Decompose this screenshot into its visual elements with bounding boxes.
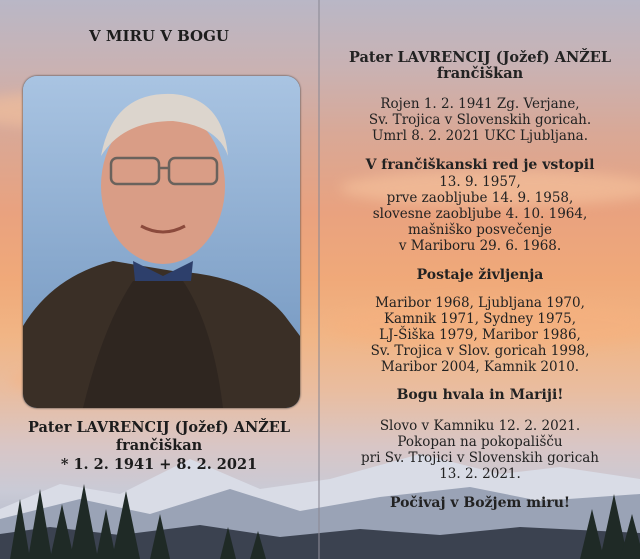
- funeral-line: pri Sv. Trojici v Slovenskih goricah: [361, 450, 599, 466]
- bio-line: Sv. Trojica v Slovenskih goricah.: [368, 112, 592, 128]
- thanks-heading: Bogu hvala in Mariji!: [396, 387, 564, 403]
- order-line: 13. 9. 1957,: [439, 174, 521, 190]
- life-dates: * 1. 2. 1941 + 8. 2. 2021: [60, 456, 258, 473]
- order-line: mašniško posvečenje: [407, 222, 553, 238]
- stations-heading: Postaje življenja: [416, 267, 544, 283]
- stations-line: Sv. Trojica v Slov. goricah 1998,: [370, 343, 590, 359]
- funeral-line: Pokopan na pokopališču: [397, 434, 563, 450]
- funeral-line: 13. 2. 2021.: [439, 466, 521, 482]
- right-religious-order: frančiškan: [436, 65, 524, 82]
- portrait-photo: [23, 76, 300, 408]
- portrait-illustration: [23, 76, 300, 408]
- right-panel: [320, 0, 640, 559]
- deceased-name: Pater LAVRENCIJ (Jožef) ANŽEL: [27, 419, 291, 436]
- right-deceased-name: Pater LAVRENCIJ (Jožef) ANŽEL: [348, 49, 612, 66]
- funeral-line: Slovo v Kamniku 12. 2. 2021.: [379, 418, 581, 434]
- left-panel: [0, 0, 318, 559]
- order-line: slovesne zaobljube 4. 10. 1964,: [372, 206, 588, 222]
- bio-line: Rojen 1. 2. 1941 Zg. Verjane,: [380, 96, 580, 112]
- stations-line: Kamnik 1971, Sydney 1975,: [383, 311, 577, 327]
- stations-line: Maribor 1968, Ljubljana 1970,: [375, 295, 585, 311]
- religious-order: frančiškan: [115, 437, 203, 454]
- order-line: v Mariboru 29. 6. 1968.: [398, 238, 562, 254]
- bio-line: Umrl 8. 2. 2021 UKC Ljubljana.: [371, 128, 589, 144]
- stations-line: Maribor 2004, Kamnik 2010.: [380, 359, 580, 375]
- stations-line: LJ-Šiška 1979, Maribor 1986,: [379, 327, 581, 343]
- closing-prayer: Počivaj v Božjem miru!: [389, 495, 571, 511]
- order-line: prve zaobljube 14. 9. 1958,: [386, 190, 574, 206]
- rest-in-peace-heading: V MIRU V BOGU: [88, 27, 230, 45]
- order-heading: V frančiškanski red je vstopil: [365, 157, 595, 173]
